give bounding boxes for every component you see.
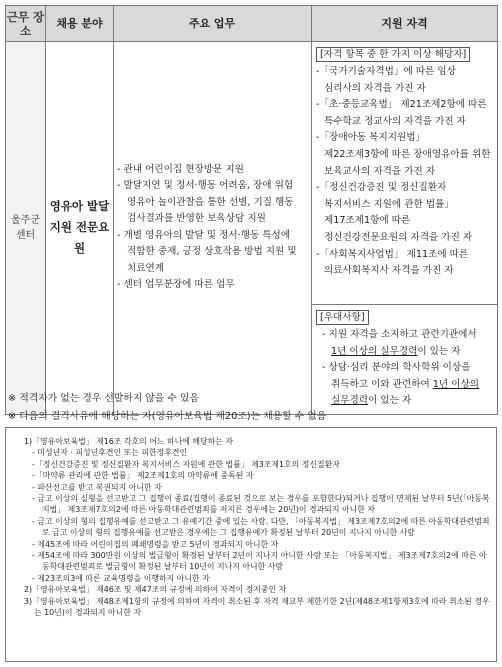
- field-cell: 영유아 발달지원 전문요원: [46, 42, 114, 415]
- preferred-header: [우대사항]: [316, 310, 369, 325]
- header-duty: 주요 업무: [114, 6, 312, 42]
- list-item: - 발달지연 및 정서·행동 어려움, 장애 위험 영유아 놀이관찰을 통한 선별, 기질 행동 검사결과를 반영한 보육상담 지원: [117, 180, 294, 225]
- list-item: - 미성년자 · 피성년후견인 또는 피한정후견인: [32, 448, 188, 458]
- list-item: - 관내 어린이집 현장방문 지원: [117, 163, 244, 175]
- list-item: 1)「영유아보육법」 제16조 각호의 어느 하나에 해당하는 자: [24, 437, 234, 446]
- list-item: - 제23조의3에 따른 교육명령을 이행하지 아니한 자: [32, 573, 210, 583]
- header-field: 채용 분야: [46, 6, 114, 42]
- list-item: - 파산선고를 받고 복권되지 아니한 자: [32, 482, 162, 492]
- list-item: 2)「영유아보육법」 제46조 및 제47조의 규정에 의하여 자격이 정지중인 자: [24, 585, 287, 595]
- disqualification-list: [24, 436, 490, 619]
- list-item: 3)「영유아보육법」 제48조제1항의 규정에 의하여 자격이 취소된 후 자격 재교부 제한기한 2년(제48조제1항제3호에 따라 취소된 경우는 10년)이 경과되지 아니한 자: [24, 596, 490, 618]
- qualification-cell: [312, 42, 498, 415]
- note-no-qualified: ※ 적격자가 없는 경우 선발하지 않을 수 있음: [8, 393, 199, 404]
- underlined-text: 1년 이상의 실무경력: [331, 345, 418, 357]
- list-item: -「장애아동 복지지원법」 제22조제3항에 따른 장애영유아를 위한 보육교사의 자격을 가진 자: [316, 132, 491, 177]
- required-header: [자격 항목 중 한 가지 이상 해당자]: [316, 47, 470, 62]
- list-item: -「사회복지사업법」 제11조에 따른 의료사회복지사 자격을 가진 자: [316, 248, 469, 277]
- list-item: -「국가기술자격법」에 따른 임상 심리사의 자격을 가진 자: [316, 66, 456, 94]
- list-item: -「마약류 관리에 관한 법률」 제2조제1호의 마약류에 중독된 자: [32, 471, 254, 481]
- table-header-row: [6, 6, 498, 42]
- required-qualifications: [312, 42, 497, 304]
- duty-cell: [114, 42, 312, 415]
- underlined-text: 1년 이상의 실무경력: [331, 378, 480, 407]
- list-item: -「정신건강증진 및 정신질환자 복지서비스 지원에 관한 법률」 제3조제1호의 정신질환자: [32, 459, 340, 469]
- disqualification-box: [5, 427, 497, 662]
- list-item: - 지원 자격을 소지하고 관련기관에서 1년 이상의 실무경력이 있는 자: [322, 329, 477, 357]
- duty-list: [117, 162, 307, 294]
- list-item: - 상담·심리 분야의 학사학위 이상을 취득하고 이와 관련하여 1년 이상의 실무경력이 있는 자: [322, 362, 480, 407]
- list-item: - 제54조에 따라 300만원 이상의 벌금형이 확정된 날부터 2년이 지나지 아니한 사람 또는 「아동복지법」 제3조제7호의2에 따른 아동학대관련범죄로 벌금형이 확정된 날부터 10년이 지나지 아니한 사람: [32, 551, 487, 572]
- header-place: 근무 장소: [6, 6, 46, 42]
- list-item: -「정신건강증진 및 정신질환자 복지서비스 지원에 관한 법률」 제17조제1항에 따른 정신건강전문요원의 자격을 가진 자: [316, 182, 473, 243]
- preferred-qualifications: [312, 304, 497, 414]
- required-list: [316, 64, 491, 280]
- table-row: [6, 42, 498, 415]
- list-item: - 제45조에 따라 어린이집의 폐쇄명령을 받고 5년이 경과되지 아니한 자: [32, 539, 279, 549]
- list-item: - 센터 업무분장에 따른 업무: [117, 279, 235, 291]
- header-qualification: 지원 자격: [312, 6, 498, 42]
- list-item: -「초·중등교육법」 제21조제2항에 따른 특수학교 정교사의 자격을 가진 자: [316, 99, 487, 127]
- note-disqualification: ※ 다음의 결격사유에 해당하는 자(영유아보육법 제20조)는 채용할 수 없음: [8, 411, 327, 422]
- preferred-list: [316, 327, 491, 410]
- list-item: - 금고 이상의 실형을 선고받고 그 집행이 종료(집행이 종료된 것으로 보는 경우를 포함한다)되거나 집행이 면제된 날부터 5년(「아동복지법」 제3조제7호의2에 따른 아동학대관련범죄를 저지른 경우에는 20년)이 경과되지 아니한 자: [32, 494, 490, 515]
- list-item: - 금고 이상의 형의 집행유예를 선고받고 그 유예기간 중에 있는 사람. 다만, 「아동복지법」 제3조제7호의2에 따른 아동학대관련범죄로 금고 이상의 형의 집행유예를 선고받은 경우에는 그 집행유예가 확정된 날부터 20년이 지나지 아니한 사람: [32, 516, 490, 538]
- list-item: - 개별 영유아의 발달 및 정서·행동 특성에 적합한 중재, 긍정 상호작용 방법 지원 및 치료연계: [117, 229, 297, 274]
- recruitment-table: [5, 5, 498, 415]
- work-place-cell: 울주군 센터: [6, 42, 46, 415]
